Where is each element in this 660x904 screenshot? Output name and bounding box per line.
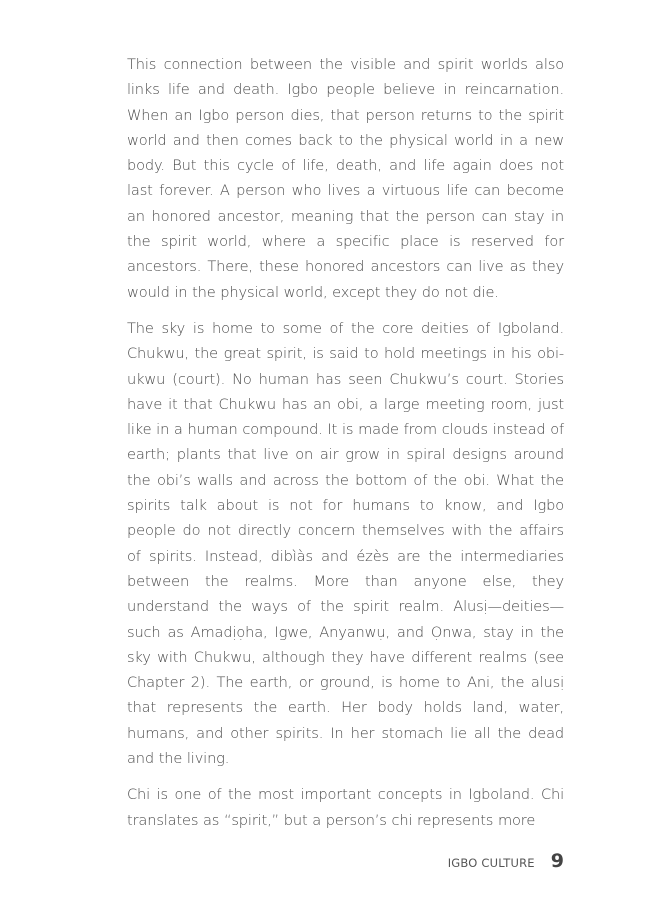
paragraph-sky-deities: The sky is home to some of the core deities of Igboland. Chukwu, the great spirit, is said to hold meetings in his obi-ukwu (court). No human has seen Chukwu’s court. Stories have it that Chukwu has an obi, a large meeting room, just like in a human compound. It is made from clouds instead of earth; plants that live on air grow in spiral designs around the obi’s walls and across the bottom of the obi. What the spirits talk about is not for humans to know, and Igbo people do not directly concern themselves with the affairs of spirits. Instead, dibìàs and ézès are the intermediaries between the realms. More than anyone else, they understand the ways of the spirit realm. Alusị—deities—such as Amadịọha, Igwe, Anyanwụ, and Ọnwa, stay in the sky with Chukwu, although they have different realms (see Chapter 2). The earth, or ground, is home to Ani, the alusị that represents the earth. Her body holds land, water, humans, and other spirits. In her stomach lie all the dead and the living. (127, 319, 564, 768)
paragraph-chi: Chi is one of the most important concepts in Igboland. Chi translates as “spirit,” but a person’s chi represents more (127, 786, 564, 829)
body-text (127, 52, 564, 844)
page-number: 9 (550, 850, 564, 872)
page-footer (448, 850, 564, 872)
paragraph-reincarnation: This connection between the visible and spirit worlds also links life and death. Igbo people believe in reincarnation. When an Igbo person dies, that person returns to the spirit world and then comes back to the physical world in a new body. But this cycle of life, death, and life again does not last forever. A person who lives a virtuous life can become an honored ancestor, meaning that the person can stay in the spirit world, where a specific place is reserved for ancestors. There, these honored ancestors can live as they would in the physical world, except they do not die. (127, 56, 564, 301)
running-head: IGBO CULTURE (447, 856, 535, 870)
